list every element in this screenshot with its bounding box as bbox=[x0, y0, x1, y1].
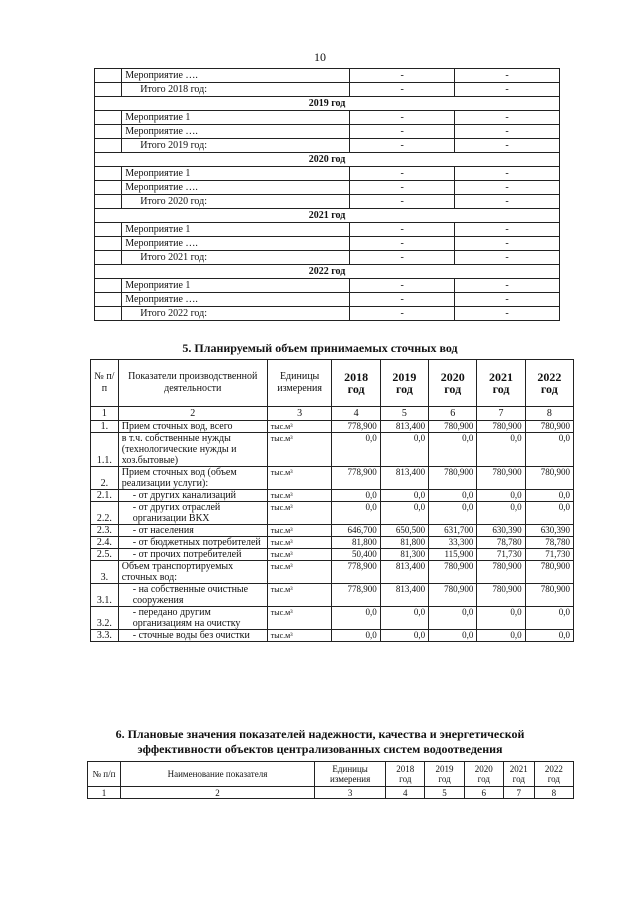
indicator-name: - от других канализаций bbox=[118, 490, 267, 502]
row-number: 2.3. bbox=[91, 525, 119, 537]
unit-cell: тыс.м³ bbox=[267, 433, 332, 467]
indicator-name: - передано другим организациям на очистку bbox=[118, 607, 267, 630]
indicator-name: - на собственные очистные сооружения bbox=[118, 584, 267, 607]
value-cell: 780,900 bbox=[525, 584, 573, 607]
value-cell: 778,900 bbox=[332, 467, 380, 490]
value-cell: 0,0 bbox=[380, 433, 428, 467]
value-cell: 0,0 bbox=[477, 433, 525, 467]
table-row bbox=[91, 607, 574, 630]
measure-row bbox=[95, 223, 560, 237]
wastewater-volume-table bbox=[90, 359, 574, 642]
section-6-title-line2: эффективности объектов централизованных систем водоотведения bbox=[137, 742, 503, 756]
row-number: 1.1. bbox=[91, 433, 119, 467]
value-cell: - bbox=[455, 195, 560, 209]
value-cell: 646,700 bbox=[332, 525, 380, 537]
row-number-cell bbox=[95, 181, 122, 195]
indicator-name: Объем транспортируемых сточных вод: bbox=[118, 561, 267, 584]
value-cell: 50,400 bbox=[332, 549, 380, 561]
index-cell: 3 bbox=[315, 787, 386, 799]
col-header-2020: 2020 год bbox=[464, 762, 503, 787]
measure-label: Мероприятие 1 bbox=[122, 223, 350, 237]
year-label: 2019 год bbox=[95, 97, 560, 111]
year-label: 2021 год bbox=[95, 209, 560, 223]
value-cell: 81,800 bbox=[380, 537, 428, 549]
row-number-cell bbox=[95, 125, 122, 139]
unit-cell: тыс.м³ bbox=[267, 490, 332, 502]
col-header-indicator-name: Наименование показателя bbox=[120, 762, 314, 787]
value-cell: 0,0 bbox=[429, 490, 477, 502]
index-cell: 4 bbox=[386, 787, 425, 799]
table-header-row bbox=[91, 360, 574, 407]
value-cell: 0,0 bbox=[380, 490, 428, 502]
value-cell: - bbox=[350, 293, 455, 307]
unit-cell: тыс.м³ bbox=[267, 421, 332, 433]
table-row bbox=[91, 490, 574, 502]
value-cell: 0,0 bbox=[477, 630, 525, 642]
value-cell: 630,390 bbox=[525, 525, 573, 537]
col-header-num: № п/п bbox=[91, 360, 119, 407]
value-cell: - bbox=[350, 251, 455, 265]
measure-row bbox=[95, 181, 560, 195]
value-cell: 0,0 bbox=[429, 433, 477, 467]
indicator-name: - сточные воды без очистки bbox=[118, 630, 267, 642]
measure-row bbox=[95, 237, 560, 251]
value-cell: 0,0 bbox=[332, 433, 380, 467]
value-cell: 0,0 bbox=[380, 630, 428, 642]
value-cell: 0,0 bbox=[525, 607, 573, 630]
col-header-indicator: Показатели производственной деятельности bbox=[118, 360, 267, 407]
value-cell: 81,800 bbox=[332, 537, 380, 549]
value-cell: 778,900 bbox=[332, 421, 380, 433]
value-cell: - bbox=[455, 251, 560, 265]
index-cell: 4 bbox=[332, 407, 380, 421]
col-header-2021: 2021 год bbox=[477, 360, 525, 407]
index-cell: 1 bbox=[91, 407, 119, 421]
measure-row bbox=[95, 125, 560, 139]
index-cell: 8 bbox=[534, 787, 573, 799]
row-number-cell bbox=[95, 307, 122, 321]
year-header-row bbox=[95, 153, 560, 167]
index-cell: 2 bbox=[120, 787, 314, 799]
measure-label: Мероприятие …. bbox=[122, 125, 350, 139]
value-cell: 115,900 bbox=[429, 549, 477, 561]
value-cell: 813,400 bbox=[380, 584, 428, 607]
unit-cell: тыс.м³ bbox=[267, 502, 332, 525]
unit-cell: тыс.м³ bbox=[267, 467, 332, 490]
table-row bbox=[91, 421, 574, 433]
value-cell: 0,0 bbox=[332, 490, 380, 502]
value-cell: - bbox=[350, 139, 455, 153]
value-cell: 631,700 bbox=[429, 525, 477, 537]
measure-row bbox=[95, 279, 560, 293]
row-number-cell bbox=[95, 69, 122, 83]
value-cell: 0,0 bbox=[429, 607, 477, 630]
value-cell: 780,900 bbox=[477, 421, 525, 433]
value-cell: 81,300 bbox=[380, 549, 428, 561]
value-cell: 778,900 bbox=[332, 584, 380, 607]
indicator-name: - от других отраслей организации ВКХ bbox=[118, 502, 267, 525]
measure-row bbox=[95, 293, 560, 307]
unit-cell: тыс.м³ bbox=[267, 525, 332, 537]
indicator-name: - от населения bbox=[118, 525, 267, 537]
index-cell: 1 bbox=[88, 787, 121, 799]
value-cell: - bbox=[350, 125, 455, 139]
row-number-cell bbox=[95, 111, 122, 125]
value-cell: 780,900 bbox=[429, 421, 477, 433]
value-cell: - bbox=[455, 167, 560, 181]
row-number-cell bbox=[95, 293, 122, 307]
year-header-row bbox=[95, 265, 560, 279]
row-number: 3.1. bbox=[91, 584, 119, 607]
indicator-name: - от бюджетных потребителей bbox=[118, 537, 267, 549]
value-cell: - bbox=[455, 279, 560, 293]
value-cell: 630,390 bbox=[477, 525, 525, 537]
table-row bbox=[91, 584, 574, 607]
value-cell: 33,300 bbox=[429, 537, 477, 549]
unit-cell: тыс.м³ bbox=[267, 561, 332, 584]
col-header-2019: 2019 год bbox=[380, 360, 428, 407]
value-cell: 0,0 bbox=[477, 502, 525, 525]
value-cell: 813,400 bbox=[380, 467, 428, 490]
value-cell: 780,900 bbox=[525, 467, 573, 490]
value-cell: 780,900 bbox=[477, 561, 525, 584]
value-cell: 0,0 bbox=[525, 490, 573, 502]
row-number-cell bbox=[95, 223, 122, 237]
unit-cell: тыс.м³ bbox=[267, 630, 332, 642]
total-row bbox=[95, 83, 560, 97]
row-number-cell bbox=[95, 279, 122, 293]
indicator-name: в т.ч. собственные нужды (технологические нужды и хоз.бытовые) bbox=[118, 433, 267, 467]
row-number-cell bbox=[95, 237, 122, 251]
measure-label: Мероприятие 1 bbox=[122, 111, 350, 125]
total-label: Итого 2019 год: bbox=[122, 139, 350, 153]
value-cell: - bbox=[455, 223, 560, 237]
total-label: Итого 2021 год: bbox=[122, 251, 350, 265]
total-label: Итого 2020 год: bbox=[122, 195, 350, 209]
row-number: 2.5. bbox=[91, 549, 119, 561]
index-cell: 5 bbox=[380, 407, 428, 421]
col-header-2021: 2021 год bbox=[503, 762, 534, 787]
value-cell: 650,500 bbox=[380, 525, 428, 537]
year-header-row bbox=[95, 209, 560, 223]
value-cell: - bbox=[350, 83, 455, 97]
value-cell: - bbox=[350, 195, 455, 209]
table-row bbox=[91, 549, 574, 561]
total-row bbox=[95, 307, 560, 321]
value-cell: 780,900 bbox=[525, 561, 573, 584]
indicator-name: Прием сточных вод, всего bbox=[118, 421, 267, 433]
total-row bbox=[95, 195, 560, 209]
total-label: Итого 2018 год: bbox=[122, 83, 350, 97]
value-cell: - bbox=[350, 223, 455, 237]
table-header-row bbox=[88, 762, 574, 787]
index-row bbox=[88, 787, 574, 799]
value-cell: - bbox=[350, 237, 455, 251]
value-cell: 0,0 bbox=[477, 490, 525, 502]
row-number: 2.2. bbox=[91, 502, 119, 525]
col-header-unit: Единицы измерения bbox=[315, 762, 386, 787]
index-cell: 7 bbox=[503, 787, 534, 799]
indicator-name: - от прочих потребителей bbox=[118, 549, 267, 561]
measure-label: Мероприятие …. bbox=[122, 69, 350, 83]
value-cell: 0,0 bbox=[525, 433, 573, 467]
value-cell: - bbox=[350, 69, 455, 83]
value-cell: 0,0 bbox=[380, 607, 428, 630]
measure-row bbox=[95, 111, 560, 125]
value-cell: - bbox=[350, 167, 455, 181]
page-number: 10 bbox=[314, 50, 326, 64]
table-row bbox=[91, 502, 574, 525]
unit-cell: тыс.м³ bbox=[267, 607, 332, 630]
row-number-cell bbox=[95, 195, 122, 209]
value-cell: 0,0 bbox=[332, 607, 380, 630]
row-number: 2.4. bbox=[91, 537, 119, 549]
value-cell: 71,730 bbox=[477, 549, 525, 561]
table-row bbox=[91, 467, 574, 490]
row-number-cell bbox=[95, 139, 122, 153]
value-cell: 780,900 bbox=[429, 561, 477, 584]
measure-label: Мероприятие …. bbox=[122, 293, 350, 307]
measure-row bbox=[95, 167, 560, 181]
value-cell: 813,400 bbox=[380, 421, 428, 433]
col-header-2022: 2022 год bbox=[534, 762, 573, 787]
value-cell: - bbox=[350, 181, 455, 195]
section-6-title-line1: 6. Плановые значения показателей надежности, качества и энергетической bbox=[115, 727, 525, 741]
section-5-title: 5. Планируемый объем принимаемых сточных вод bbox=[182, 341, 458, 355]
value-cell: 778,900 bbox=[332, 561, 380, 584]
value-cell: 780,900 bbox=[477, 584, 525, 607]
measure-label: Мероприятие 1 bbox=[122, 167, 350, 181]
index-cell: 7 bbox=[477, 407, 525, 421]
index-cell: 6 bbox=[464, 787, 503, 799]
value-cell: 0,0 bbox=[332, 630, 380, 642]
unit-cell: тыс.м³ bbox=[267, 549, 332, 561]
index-cell: 3 bbox=[267, 407, 332, 421]
value-cell: - bbox=[455, 83, 560, 97]
year-label: 2022 год bbox=[95, 265, 560, 279]
row-number: 2. bbox=[91, 467, 119, 490]
value-cell: - bbox=[455, 293, 560, 307]
col-header-2022: 2022 год bbox=[525, 360, 573, 407]
value-cell: 0,0 bbox=[429, 630, 477, 642]
value-cell: - bbox=[455, 181, 560, 195]
value-cell: 0,0 bbox=[525, 630, 573, 642]
value-cell: - bbox=[455, 69, 560, 83]
value-cell: 0,0 bbox=[477, 607, 525, 630]
measure-label: Мероприятие 1 bbox=[122, 279, 350, 293]
value-cell: 0,0 bbox=[429, 502, 477, 525]
row-number: 3. bbox=[91, 561, 119, 584]
value-cell: - bbox=[455, 237, 560, 251]
value-cell: - bbox=[350, 111, 455, 125]
value-cell: - bbox=[350, 279, 455, 293]
value-cell: 71,730 bbox=[525, 549, 573, 561]
value-cell: 780,900 bbox=[429, 467, 477, 490]
value-cell: 78,780 bbox=[525, 537, 573, 549]
row-number: 2.1. bbox=[91, 490, 119, 502]
row-number-cell bbox=[95, 251, 122, 265]
value-cell: 780,900 bbox=[429, 584, 477, 607]
table-row bbox=[91, 561, 574, 584]
total-row bbox=[95, 251, 560, 265]
col-header-num: № п/п bbox=[88, 762, 121, 787]
table-row bbox=[91, 433, 574, 467]
index-cell: 6 bbox=[429, 407, 477, 421]
reliability-indicators-table bbox=[87, 761, 574, 799]
col-header-2019: 2019 год bbox=[425, 762, 464, 787]
index-cell: 5 bbox=[425, 787, 464, 799]
col-header-2020: 2020 год bbox=[429, 360, 477, 407]
value-cell: 780,900 bbox=[477, 467, 525, 490]
measure-label: Мероприятие …. bbox=[122, 237, 350, 251]
table-row bbox=[91, 537, 574, 549]
value-cell: - bbox=[455, 139, 560, 153]
value-cell: - bbox=[455, 111, 560, 125]
measure-label: Мероприятие …. bbox=[122, 181, 350, 195]
unit-cell: тыс.м³ bbox=[267, 584, 332, 607]
value-cell: - bbox=[455, 125, 560, 139]
year-header-row bbox=[95, 97, 560, 111]
col-header-unit: Единицы измерения bbox=[267, 360, 332, 407]
table-row bbox=[91, 630, 574, 642]
year-label: 2020 год bbox=[95, 153, 560, 167]
row-number-cell bbox=[95, 83, 122, 97]
value-cell: - bbox=[350, 307, 455, 321]
value-cell: 780,900 bbox=[525, 421, 573, 433]
value-cell: 0,0 bbox=[525, 502, 573, 525]
row-number: 3.3. bbox=[91, 630, 119, 642]
measure-row bbox=[95, 69, 560, 83]
measures-table bbox=[94, 68, 560, 321]
index-cell: 8 bbox=[525, 407, 573, 421]
row-number: 3.2. bbox=[91, 607, 119, 630]
value-cell: 0,0 bbox=[380, 502, 428, 525]
value-cell: - bbox=[455, 307, 560, 321]
value-cell: 78,780 bbox=[477, 537, 525, 549]
unit-cell: тыс.м³ bbox=[267, 537, 332, 549]
row-number: 1. bbox=[91, 421, 119, 433]
value-cell: 813,400 bbox=[380, 561, 428, 584]
value-cell: 0,0 bbox=[332, 502, 380, 525]
index-row bbox=[91, 407, 574, 421]
col-header-2018: 2018 год bbox=[332, 360, 380, 407]
table-row bbox=[91, 525, 574, 537]
index-cell: 2 bbox=[118, 407, 267, 421]
total-label: Итого 2022 год: bbox=[122, 307, 350, 321]
col-header-2018: 2018 год bbox=[386, 762, 425, 787]
row-number-cell bbox=[95, 167, 122, 181]
total-row bbox=[95, 139, 560, 153]
indicator-name: Прием сточных вод (объем реализации услуги): bbox=[118, 467, 267, 490]
